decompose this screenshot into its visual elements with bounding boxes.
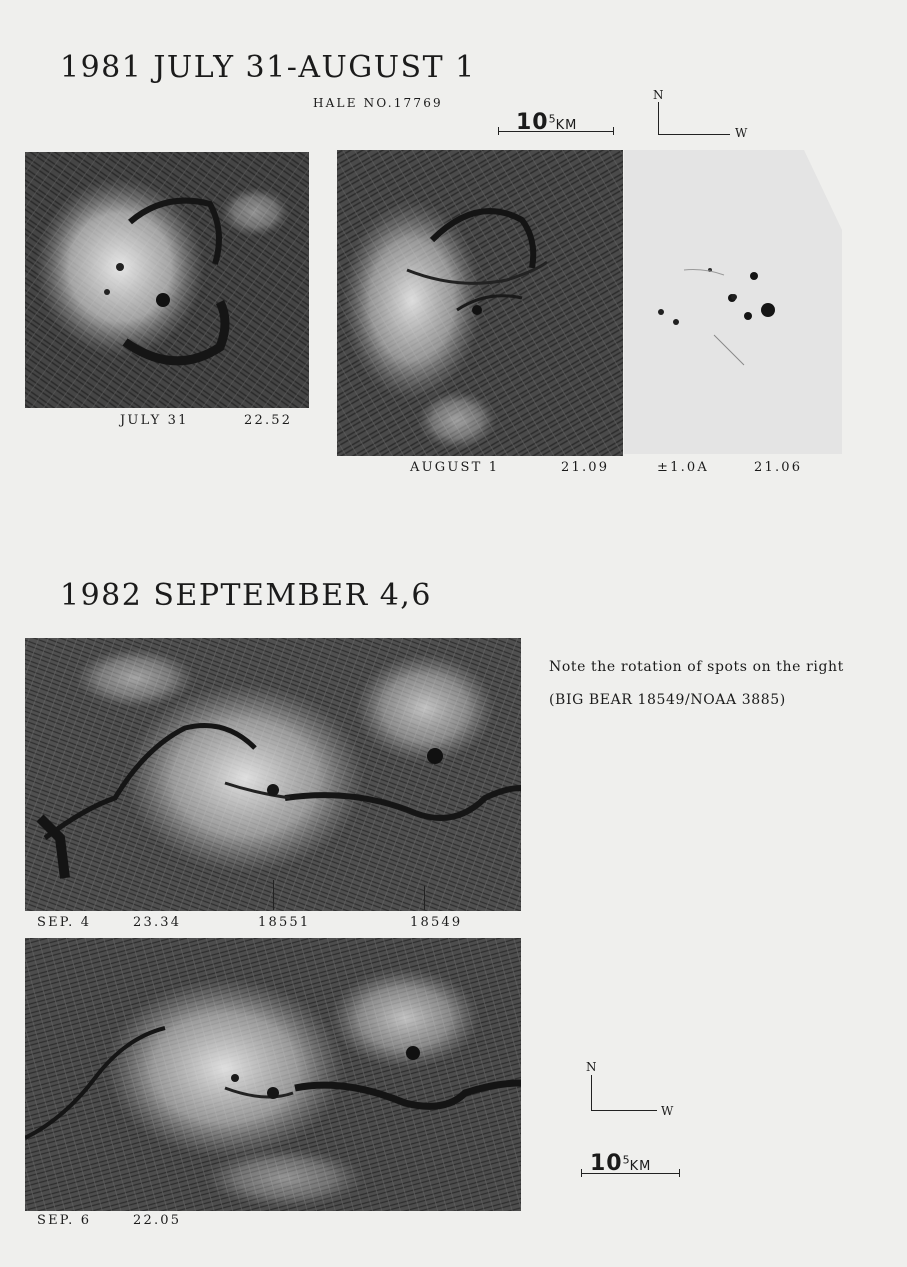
note-line-1: Note the rotation of spots on the right bbox=[549, 659, 844, 675]
section1-title: 1981 JULY 31-AUGUST 1 bbox=[60, 50, 476, 85]
caption-sep6-date: SEP. 6 bbox=[37, 1213, 92, 1228]
halpha-image-august1 bbox=[337, 150, 623, 456]
hale-number: HALE NO.17769 bbox=[313, 96, 443, 110]
caption-july31-time: 22.52 bbox=[244, 413, 293, 428]
pointer-arrow-18551 bbox=[273, 880, 274, 910]
section2-title: 1982 SEPTEMBER 4,6 bbox=[60, 578, 432, 613]
magnetogram-image bbox=[624, 150, 842, 454]
region-label-18551: 18551 bbox=[258, 915, 311, 930]
compass-north-label: N bbox=[586, 1060, 597, 1074]
caption-august1-date: AUGUST 1 bbox=[410, 460, 500, 475]
halpha-image-sep4 bbox=[25, 638, 521, 911]
halpha-image-sep6 bbox=[25, 938, 521, 1211]
caption-sep4-date: SEP. 4 bbox=[37, 915, 92, 930]
pointer-arrow-18549 bbox=[424, 886, 425, 910]
halpha-image-july31 bbox=[25, 152, 309, 408]
compass-west-label: W bbox=[661, 1104, 674, 1118]
compass-west-label: W bbox=[735, 126, 748, 140]
caption-sep4-time: 23.34 bbox=[133, 915, 182, 930]
caption-magnetogram-time: 21.06 bbox=[754, 460, 803, 475]
region-label-18549: 18549 bbox=[410, 915, 463, 930]
note-line-2: (BIG BEAR 18549/NOAA 3885) bbox=[549, 692, 786, 708]
caption-magnetogram-wavelength: ±1.0A bbox=[657, 460, 709, 475]
caption-july31-date: JULY 31 bbox=[120, 413, 189, 428]
caption-sep6-time: 22.05 bbox=[133, 1213, 182, 1228]
compass-north-label: N bbox=[653, 88, 664, 102]
caption-august1-time: 21.09 bbox=[561, 460, 610, 475]
